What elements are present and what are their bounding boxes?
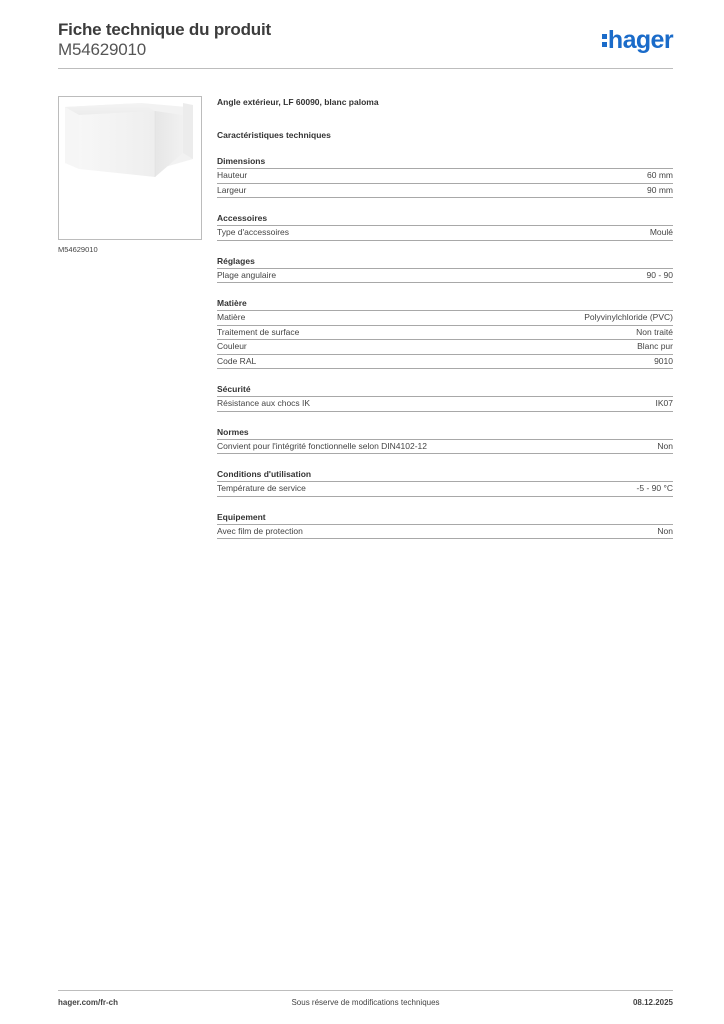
spec-label: Avec film de protection — [217, 525, 303, 536]
spec-value: Moulé — [649, 227, 673, 237]
product-details — [217, 96, 673, 539]
spec-label: Plage angulaire — [217, 269, 277, 280]
logo-text: hager — [607, 26, 673, 54]
spec-value: 90 mm — [647, 184, 673, 195]
spec-label: Largeur — [217, 184, 247, 195]
spec-row — [217, 397, 673, 412]
product-image — [58, 96, 202, 240]
spec-label: Traitement de surface — [217, 326, 300, 337]
spec-label: Code RAL — [217, 355, 257, 366]
spec-row — [217, 525, 673, 540]
spec-value: -5 - 90 °C — [636, 483, 673, 493]
product-name: Angle extérieur, LF 60090, blanc paloma — [217, 97, 379, 107]
spec-label: Convient pour l'intégrité fonctionnelle selon DIN4102-12 — [217, 440, 428, 451]
footer-divider — [58, 990, 673, 991]
spec-row — [217, 326, 673, 341]
section-title: Accessoires — [217, 212, 673, 226]
spec-label: Hauteur — [217, 170, 248, 180]
spec-label: Type d'accessoires — [217, 227, 290, 237]
spec-section — [217, 468, 673, 497]
section-title: Matière — [217, 297, 673, 311]
section-title: Sécurité — [217, 383, 673, 397]
spec-value: Non — [657, 525, 673, 536]
image-caption: M54629010 — [58, 245, 98, 254]
spec-value: 60 mm — [647, 170, 673, 180]
spec-row — [217, 184, 673, 199]
header-divider — [58, 68, 673, 69]
spec-label: Couleur — [217, 341, 247, 351]
spec-section — [217, 255, 673, 284]
spec-section — [217, 297, 673, 369]
spec-label: Température de service — [217, 483, 306, 493]
spec-value: 90 - 90 — [646, 269, 673, 280]
spec-section — [217, 511, 673, 540]
spec-row — [217, 269, 673, 284]
spec-value: 9010 — [654, 355, 673, 366]
section-title: Normes — [217, 426, 673, 440]
spec-row — [217, 340, 673, 355]
hager-logo — [602, 26, 673, 54]
page-title: Fiche technique du produit — [58, 20, 271, 39]
spec-row — [217, 169, 673, 184]
spec-section — [217, 212, 673, 241]
product-photo-icon — [59, 97, 201, 239]
document-header — [58, 20, 673, 60]
spec-value: Non — [657, 440, 673, 451]
spec-value: IK07 — [655, 398, 673, 408]
section-title: Réglages — [217, 255, 673, 269]
section-title: Conditions d'utilisation — [217, 468, 673, 482]
spec-row — [217, 355, 673, 370]
footer-disclaimer: Sous réserve de modifications techniques — [291, 998, 440, 1007]
spec-value: Blanc pur — [637, 341, 673, 351]
spec-row — [217, 226, 673, 241]
spec-section — [217, 426, 673, 455]
section-title: Equipement — [217, 511, 673, 525]
spec-row — [217, 482, 673, 497]
spec-label: Résistance aux chocs IK — [217, 398, 311, 408]
spec-sections — [217, 155, 673, 539]
spec-section — [217, 155, 673, 198]
spec-row — [217, 440, 673, 455]
section-title: Dimensions — [217, 155, 673, 169]
spec-value: Polyvinylchloride (PVC) — [584, 312, 673, 322]
spec-section — [217, 383, 673, 412]
tech-specs-heading: Caractéristiques techniques — [217, 130, 331, 140]
footer-date: 08.12.2025 — [632, 998, 673, 1007]
footer-website-link[interactable]: hager.com/fr-ch — [58, 998, 119, 1007]
spec-value: Non traité — [636, 326, 673, 337]
logo-colon-icon — [602, 32, 607, 48]
spec-row — [217, 311, 673, 326]
product-reference: M54629010 — [58, 40, 146, 59]
spec-label: Matière — [217, 312, 246, 322]
